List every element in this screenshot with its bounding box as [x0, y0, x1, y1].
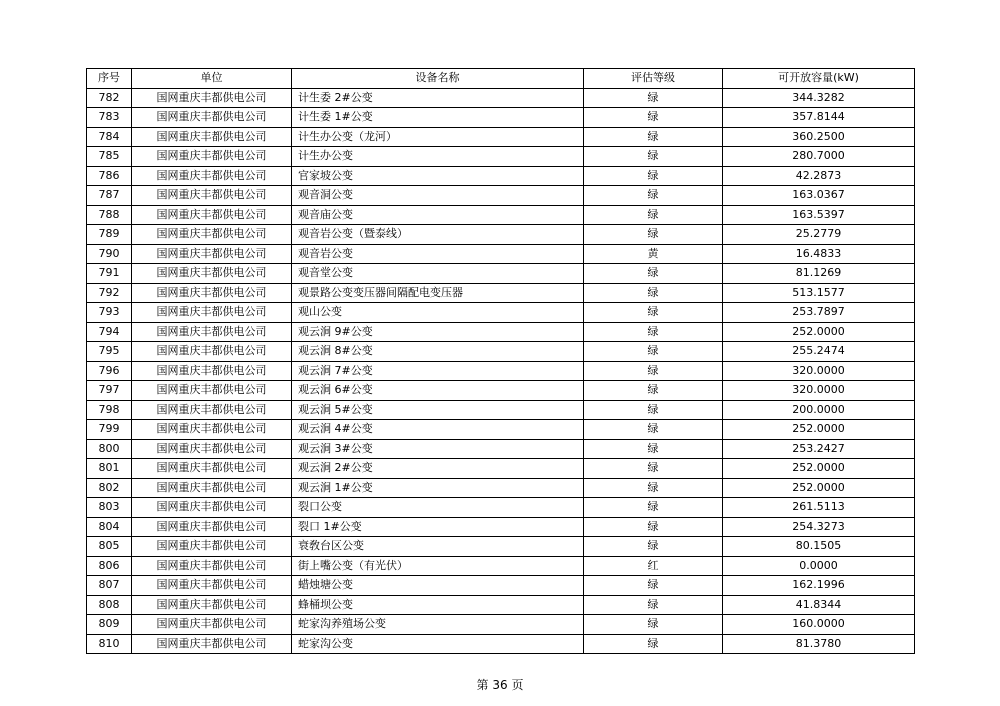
cell-rating: 黄	[584, 244, 723, 264]
table-row	[87, 303, 915, 323]
cell-device-name: 观景路公变变压器间隔配电变压器	[292, 283, 584, 303]
cell-rating: 绿	[584, 439, 723, 459]
header-rating: 评估等级	[584, 69, 723, 89]
cell-rating: 绿	[584, 478, 723, 498]
cell-unit: 国网重庆丰都供电公司	[132, 400, 292, 420]
cell-rating: 绿	[584, 303, 723, 323]
cell-device-name: 观云涧 9#公变	[292, 322, 584, 342]
cell-serial-no: 783	[87, 108, 132, 128]
cell-unit: 国网重庆丰都供电公司	[132, 576, 292, 596]
cell-rating: 绿	[584, 498, 723, 518]
cell-device-name: 观音洞公变	[292, 186, 584, 206]
table-row	[87, 127, 915, 147]
cell-capacity: 253.7897	[723, 303, 915, 323]
cell-capacity: 160.0000	[723, 615, 915, 635]
cell-serial-no: 806	[87, 556, 132, 576]
cell-device-name: 街上嘴公变（有光伏）	[292, 556, 584, 576]
table-row	[87, 459, 915, 479]
cell-device-name: 观云涧 5#公变	[292, 400, 584, 420]
cell-device-name: 衰敎台区公变	[292, 537, 584, 557]
cell-device-name: 观云涧 8#公变	[292, 342, 584, 362]
cell-unit: 国网重庆丰都供电公司	[132, 244, 292, 264]
cell-capacity: 252.0000	[723, 478, 915, 498]
cell-device-name: 计生办公变	[292, 147, 584, 167]
cell-serial-no: 799	[87, 420, 132, 440]
cell-device-name: 观音岩公变	[292, 244, 584, 264]
cell-device-name: 观音庙公变	[292, 205, 584, 225]
cell-rating: 绿	[584, 576, 723, 596]
table-row	[87, 595, 915, 615]
table-row	[87, 244, 915, 264]
table-row	[87, 225, 915, 245]
cell-device-name: 观云涧 4#公变	[292, 420, 584, 440]
cell-capacity: 252.0000	[723, 420, 915, 440]
cell-rating: 绿	[584, 225, 723, 245]
cell-rating: 绿	[584, 283, 723, 303]
cell-serial-no: 785	[87, 147, 132, 167]
table-row	[87, 400, 915, 420]
cell-serial-no: 808	[87, 595, 132, 615]
cell-unit: 国网重庆丰都供电公司	[132, 439, 292, 459]
cell-capacity: 162.1996	[723, 576, 915, 596]
cell-capacity: 261.5113	[723, 498, 915, 518]
cell-capacity: 81.3780	[723, 634, 915, 654]
cell-serial-no: 796	[87, 361, 132, 381]
cell-rating: 绿	[584, 205, 723, 225]
table-row	[87, 342, 915, 362]
cell-serial-no: 790	[87, 244, 132, 264]
header-device-name: 设备名称	[292, 69, 584, 89]
table-row	[87, 361, 915, 381]
cell-unit: 国网重庆丰都供电公司	[132, 634, 292, 654]
cell-serial-no: 789	[87, 225, 132, 245]
cell-serial-no: 787	[87, 186, 132, 206]
table-row	[87, 537, 915, 557]
cell-rating: 绿	[584, 634, 723, 654]
cell-unit: 国网重庆丰都供电公司	[132, 264, 292, 284]
cell-serial-no: 809	[87, 615, 132, 635]
cell-capacity: 320.0000	[723, 381, 915, 401]
cell-serial-no: 810	[87, 634, 132, 654]
cell-unit: 国网重庆丰都供电公司	[132, 303, 292, 323]
cell-serial-no: 791	[87, 264, 132, 284]
cell-device-name: 计生委 1#公变	[292, 108, 584, 128]
cell-serial-no: 786	[87, 166, 132, 186]
cell-rating: 绿	[584, 400, 723, 420]
cell-device-name: 观云涧 6#公变	[292, 381, 584, 401]
cell-device-name: 蛇家沟养殖场公变	[292, 615, 584, 635]
cell-capacity: 254.3273	[723, 517, 915, 537]
cell-serial-no: 807	[87, 576, 132, 596]
table-row	[87, 498, 915, 518]
cell-capacity: 80.1505	[723, 537, 915, 557]
cell-device-name: 观云涧 7#公变	[292, 361, 584, 381]
cell-capacity: 252.0000	[723, 322, 915, 342]
cell-rating: 绿	[584, 186, 723, 206]
table-row	[87, 615, 915, 635]
cell-serial-no: 805	[87, 537, 132, 557]
table-row	[87, 322, 915, 342]
cell-device-name: 观音堂公变	[292, 264, 584, 284]
table-row	[87, 420, 915, 440]
cell-rating: 绿	[584, 108, 723, 128]
cell-unit: 国网重庆丰都供电公司	[132, 556, 292, 576]
cell-capacity: 81.1269	[723, 264, 915, 284]
table-row	[87, 517, 915, 537]
cell-serial-no: 794	[87, 322, 132, 342]
table-row	[87, 381, 915, 401]
cell-rating: 绿	[584, 381, 723, 401]
cell-capacity: 513.1577	[723, 283, 915, 303]
cell-capacity: 252.0000	[723, 459, 915, 479]
cell-capacity: 344.3282	[723, 88, 915, 108]
cell-capacity: 357.8144	[723, 108, 915, 128]
cell-capacity: 0.0000	[723, 556, 915, 576]
cell-capacity: 163.5397	[723, 205, 915, 225]
table-row	[87, 108, 915, 128]
cell-unit: 国网重庆丰都供电公司	[132, 127, 292, 147]
cell-capacity: 16.4833	[723, 244, 915, 264]
cell-capacity: 25.2779	[723, 225, 915, 245]
cell-device-name: 观云涧 2#公变	[292, 459, 584, 479]
cell-unit: 国网重庆丰都供电公司	[132, 322, 292, 342]
equipment-capacity-table	[86, 68, 915, 654]
cell-rating: 绿	[584, 147, 723, 167]
cell-rating: 绿	[584, 264, 723, 284]
cell-serial-no: 800	[87, 439, 132, 459]
table-row	[87, 283, 915, 303]
cell-rating: 绿	[584, 595, 723, 615]
cell-device-name: 计生委 2#公变	[292, 88, 584, 108]
cell-serial-no: 792	[87, 283, 132, 303]
cell-serial-no: 802	[87, 478, 132, 498]
cell-rating: 绿	[584, 361, 723, 381]
cell-unit: 国网重庆丰都供电公司	[132, 498, 292, 518]
cell-capacity: 360.2500	[723, 127, 915, 147]
cell-serial-no: 784	[87, 127, 132, 147]
cell-serial-no: 795	[87, 342, 132, 362]
cell-device-name: 观山公变	[292, 303, 584, 323]
cell-capacity: 163.0367	[723, 186, 915, 206]
cell-rating: 绿	[584, 342, 723, 362]
cell-rating: 红	[584, 556, 723, 576]
page-number: 第 36 页	[476, 678, 524, 692]
header-capacity: 可开放容量(kW)	[723, 69, 915, 89]
cell-unit: 国网重庆丰都供电公司	[132, 478, 292, 498]
table-row	[87, 264, 915, 284]
cell-unit: 国网重庆丰都供电公司	[132, 88, 292, 108]
cell-capacity: 42.2873	[723, 166, 915, 186]
cell-serial-no: 801	[87, 459, 132, 479]
cell-unit: 国网重庆丰都供电公司	[132, 459, 292, 479]
cell-device-name: 蜡烛塘公变	[292, 576, 584, 596]
cell-serial-no: 804	[87, 517, 132, 537]
cell-rating: 绿	[584, 166, 723, 186]
cell-rating: 绿	[584, 459, 723, 479]
cell-device-name: 蜂桶坝公变	[292, 595, 584, 615]
cell-device-name: 官家坡公变	[292, 166, 584, 186]
table-row	[87, 88, 915, 108]
cell-capacity: 41.8344	[723, 595, 915, 615]
cell-unit: 国网重庆丰都供电公司	[132, 517, 292, 537]
table-row	[87, 556, 915, 576]
cell-device-name: 裂口公变	[292, 498, 584, 518]
table-body	[87, 88, 915, 654]
cell-unit: 国网重庆丰都供电公司	[132, 186, 292, 206]
cell-unit: 国网重庆丰都供电公司	[132, 381, 292, 401]
table-row	[87, 634, 915, 654]
cell-serial-no: 793	[87, 303, 132, 323]
cell-rating: 绿	[584, 517, 723, 537]
cell-rating: 绿	[584, 420, 723, 440]
cell-unit: 国网重庆丰都供电公司	[132, 147, 292, 167]
table-row	[87, 478, 915, 498]
table-row	[87, 576, 915, 596]
table-row	[87, 205, 915, 225]
cell-rating: 绿	[584, 127, 723, 147]
cell-unit: 国网重庆丰都供电公司	[132, 166, 292, 186]
cell-rating: 绿	[584, 88, 723, 108]
cell-capacity: 200.0000	[723, 400, 915, 420]
cell-serial-no: 803	[87, 498, 132, 518]
cell-serial-no: 797	[87, 381, 132, 401]
cell-unit: 国网重庆丰都供电公司	[132, 205, 292, 225]
cell-unit: 国网重庆丰都供电公司	[132, 342, 292, 362]
cell-rating: 绿	[584, 322, 723, 342]
header-unit: 单位	[132, 69, 292, 89]
cell-capacity: 280.7000	[723, 147, 915, 167]
cell-serial-no: 782	[87, 88, 132, 108]
cell-device-name: 计生办公变（龙河）	[292, 127, 584, 147]
cell-device-name: 裂口 1#公变	[292, 517, 584, 537]
cell-capacity: 320.0000	[723, 361, 915, 381]
table-row	[87, 147, 915, 167]
table-header-row	[87, 69, 915, 89]
cell-rating: 绿	[584, 615, 723, 635]
cell-serial-no: 798	[87, 400, 132, 420]
table-row	[87, 439, 915, 459]
cell-unit: 国网重庆丰都供电公司	[132, 595, 292, 615]
cell-unit: 国网重庆丰都供电公司	[132, 283, 292, 303]
cell-unit: 国网重庆丰都供电公司	[132, 537, 292, 557]
table-row	[87, 186, 915, 206]
cell-unit: 国网重庆丰都供电公司	[132, 361, 292, 381]
cell-device-name: 蛇家沟公变	[292, 634, 584, 654]
cell-serial-no: 788	[87, 205, 132, 225]
cell-unit: 国网重庆丰都供电公司	[132, 225, 292, 245]
cell-unit: 国网重庆丰都供电公司	[132, 420, 292, 440]
header-serial-no: 序号	[87, 69, 132, 89]
cell-device-name: 观音岩公变（暨泰线）	[292, 225, 584, 245]
cell-unit: 国网重庆丰都供电公司	[132, 615, 292, 635]
cell-rating: 绿	[584, 537, 723, 557]
cell-device-name: 观云涧 3#公变	[292, 439, 584, 459]
table-row	[87, 166, 915, 186]
cell-capacity: 253.2427	[723, 439, 915, 459]
cell-unit: 国网重庆丰都供电公司	[132, 108, 292, 128]
cell-device-name: 观云涧 1#公变	[292, 478, 584, 498]
cell-capacity: 255.2474	[723, 342, 915, 362]
